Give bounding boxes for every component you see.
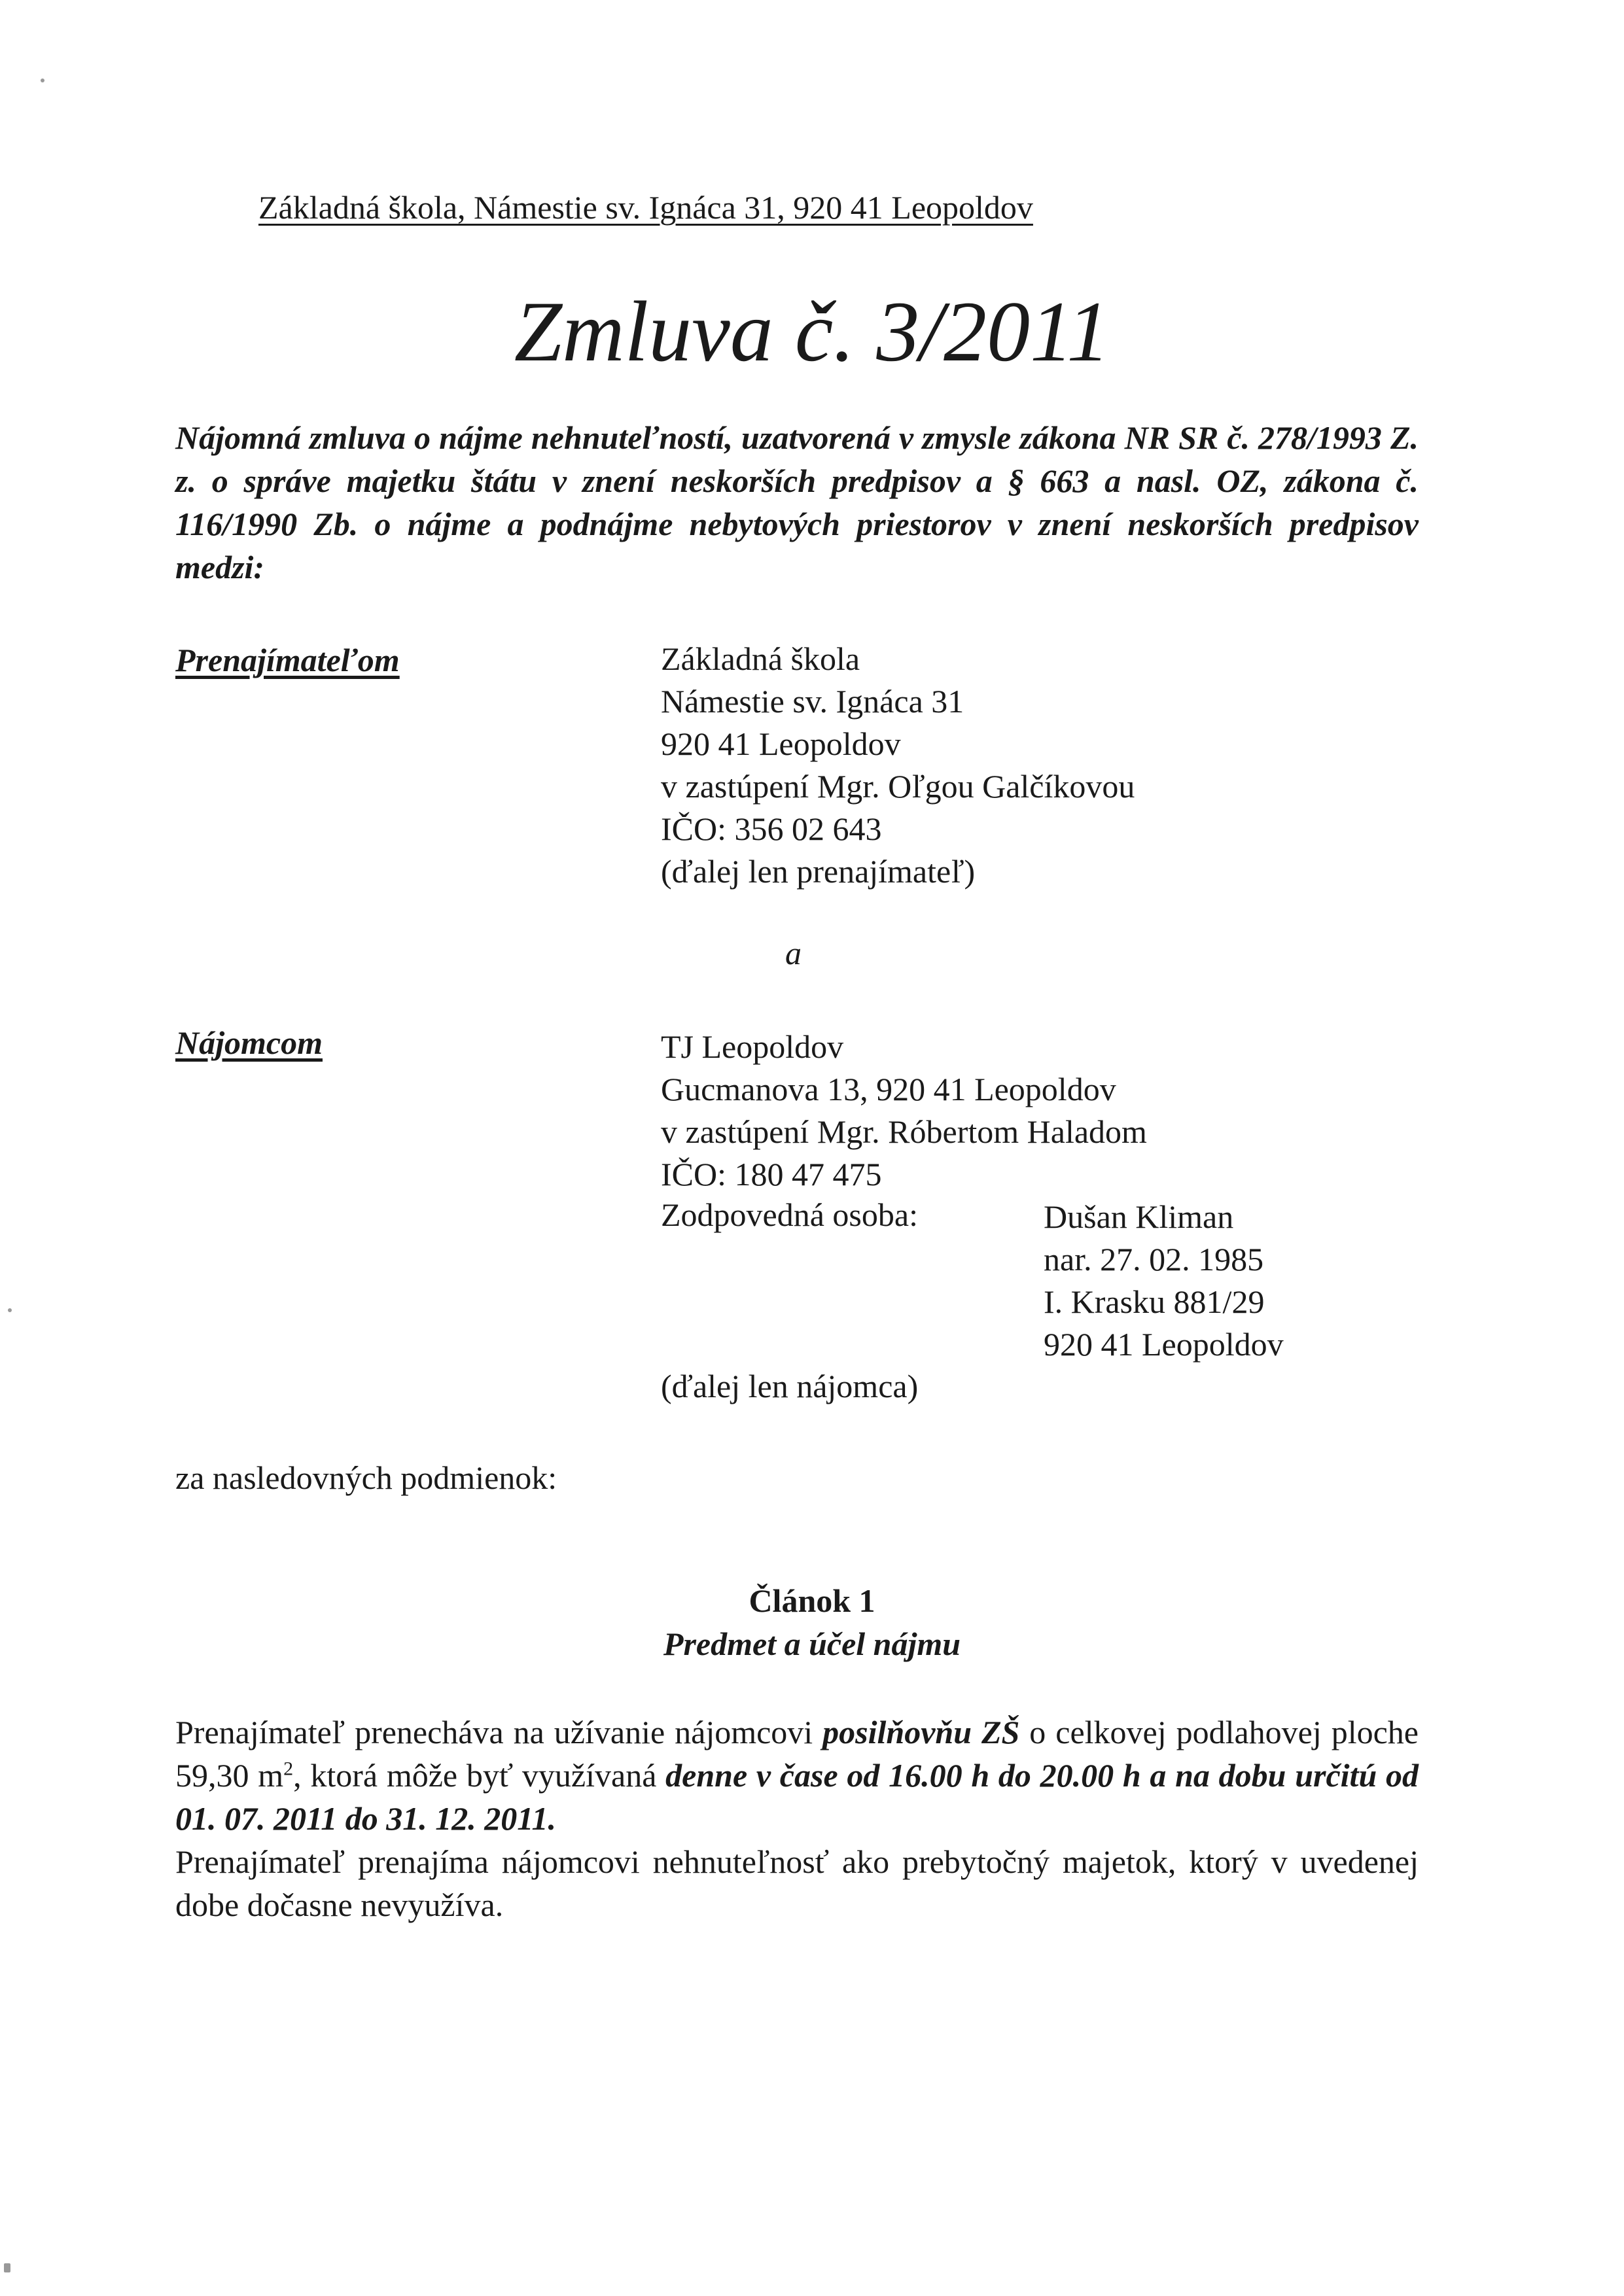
- p1-text: o celkovej podlahovej ploche 59,30 m: [175, 1714, 1419, 1794]
- tenant-line: Gucmanova 13, 920 41 Leopoldov: [661, 1071, 1116, 1107]
- p1-superscript: 2: [283, 1758, 294, 1780]
- responsible-line: Dušan Kliman: [1044, 1198, 1234, 1235]
- landlord-line: 920 41 Leopoldov: [661, 725, 901, 762]
- landlord-line: Základná škola: [661, 640, 860, 677]
- article-title: Predmet a účel nájmu: [663, 1626, 961, 1662]
- tenant-line: TJ Leopoldov: [661, 1028, 844, 1065]
- landlord-line: Námestie sv. Ignáca 31: [661, 683, 964, 720]
- landlord-line: IČO: 356 02 643: [661, 810, 882, 847]
- tenant-details: [661, 1026, 1147, 1196]
- contract-title: Zmluva č. 3/2011: [514, 283, 1110, 379]
- landlord-details: [661, 638, 1135, 893]
- tenant-line: v zastúpení Mgr. Róbertom Haladom: [661, 1113, 1147, 1150]
- landlord-label: Prenajímateľom: [175, 642, 400, 678]
- p1-subject: posilňovňu ZŠ: [822, 1714, 1020, 1750]
- article-paragraph-1: [175, 1711, 1419, 1840]
- p1-text: Prenajímateľ prenecháva na užívanie nájomcovi: [175, 1714, 823, 1750]
- responsible-line: I. Krasku 881/29: [1044, 1283, 1265, 1320]
- landlord-line: (ďalej len prenajímateľ): [661, 853, 976, 890]
- responsible-line: 920 41 Leopoldov: [1044, 1326, 1284, 1363]
- tenant-line: IČO: 180 47 475: [661, 1156, 882, 1192]
- scan-speck: [8, 1308, 12, 1312]
- landlord-line: v zastúpení Mgr. Oľgou Galčíkovou: [661, 768, 1135, 805]
- school-header: Základná škola, Námestie sv. Ignáca 31, 920 41 Leopoldov: [258, 189, 1033, 226]
- tenant-label: Nájomcom: [175, 1024, 323, 1061]
- article-number: Článok 1: [749, 1582, 875, 1619]
- conditions-intro: za nasledovných podmienok:: [175, 1459, 557, 1496]
- p1-text: , ktorá môže byť využívaná: [293, 1757, 666, 1794]
- conjunction-and: a: [785, 935, 802, 971]
- scan-speck: [4, 2263, 10, 2272]
- tenant-note: (ďalej len nájomca): [661, 1368, 919, 1404]
- responsible-person-details: [1044, 1196, 1284, 1366]
- p1-terms: denne v čase od 16.00 h do 20.00 h a na dobu určitú od 01. 07. 2011 do 31. 12. 2011.: [175, 1757, 1419, 1837]
- responsible-person-label: Zodpovedná osoba:: [661, 1196, 918, 1233]
- responsible-line: nar. 27. 02. 1985: [1044, 1241, 1264, 1278]
- article-paragraph-2: Prenajímateľ prenajíma nájomcovi nehnuteľnosť ako prebytočný majetok, ktorý v uvedenej dobe dočasne nevyužíva.: [175, 1843, 1419, 1923]
- contract-intro: Nájomná zmluva o nájme nehnuteľností, uzatvorená v zmysle zákona NR SR č. 278/1993 Z. z. o správe majetku štátu v znení neskorších predpisov a § 663 a nasl. OZ, zákona č. 116/1990 Zb. o nájme a podnájme nebytových priestorov v znení neskorších predpisov medzi:: [175, 419, 1419, 585]
- scan-speck: [41, 78, 44, 82]
- article-body: [175, 1711, 1419, 1926]
